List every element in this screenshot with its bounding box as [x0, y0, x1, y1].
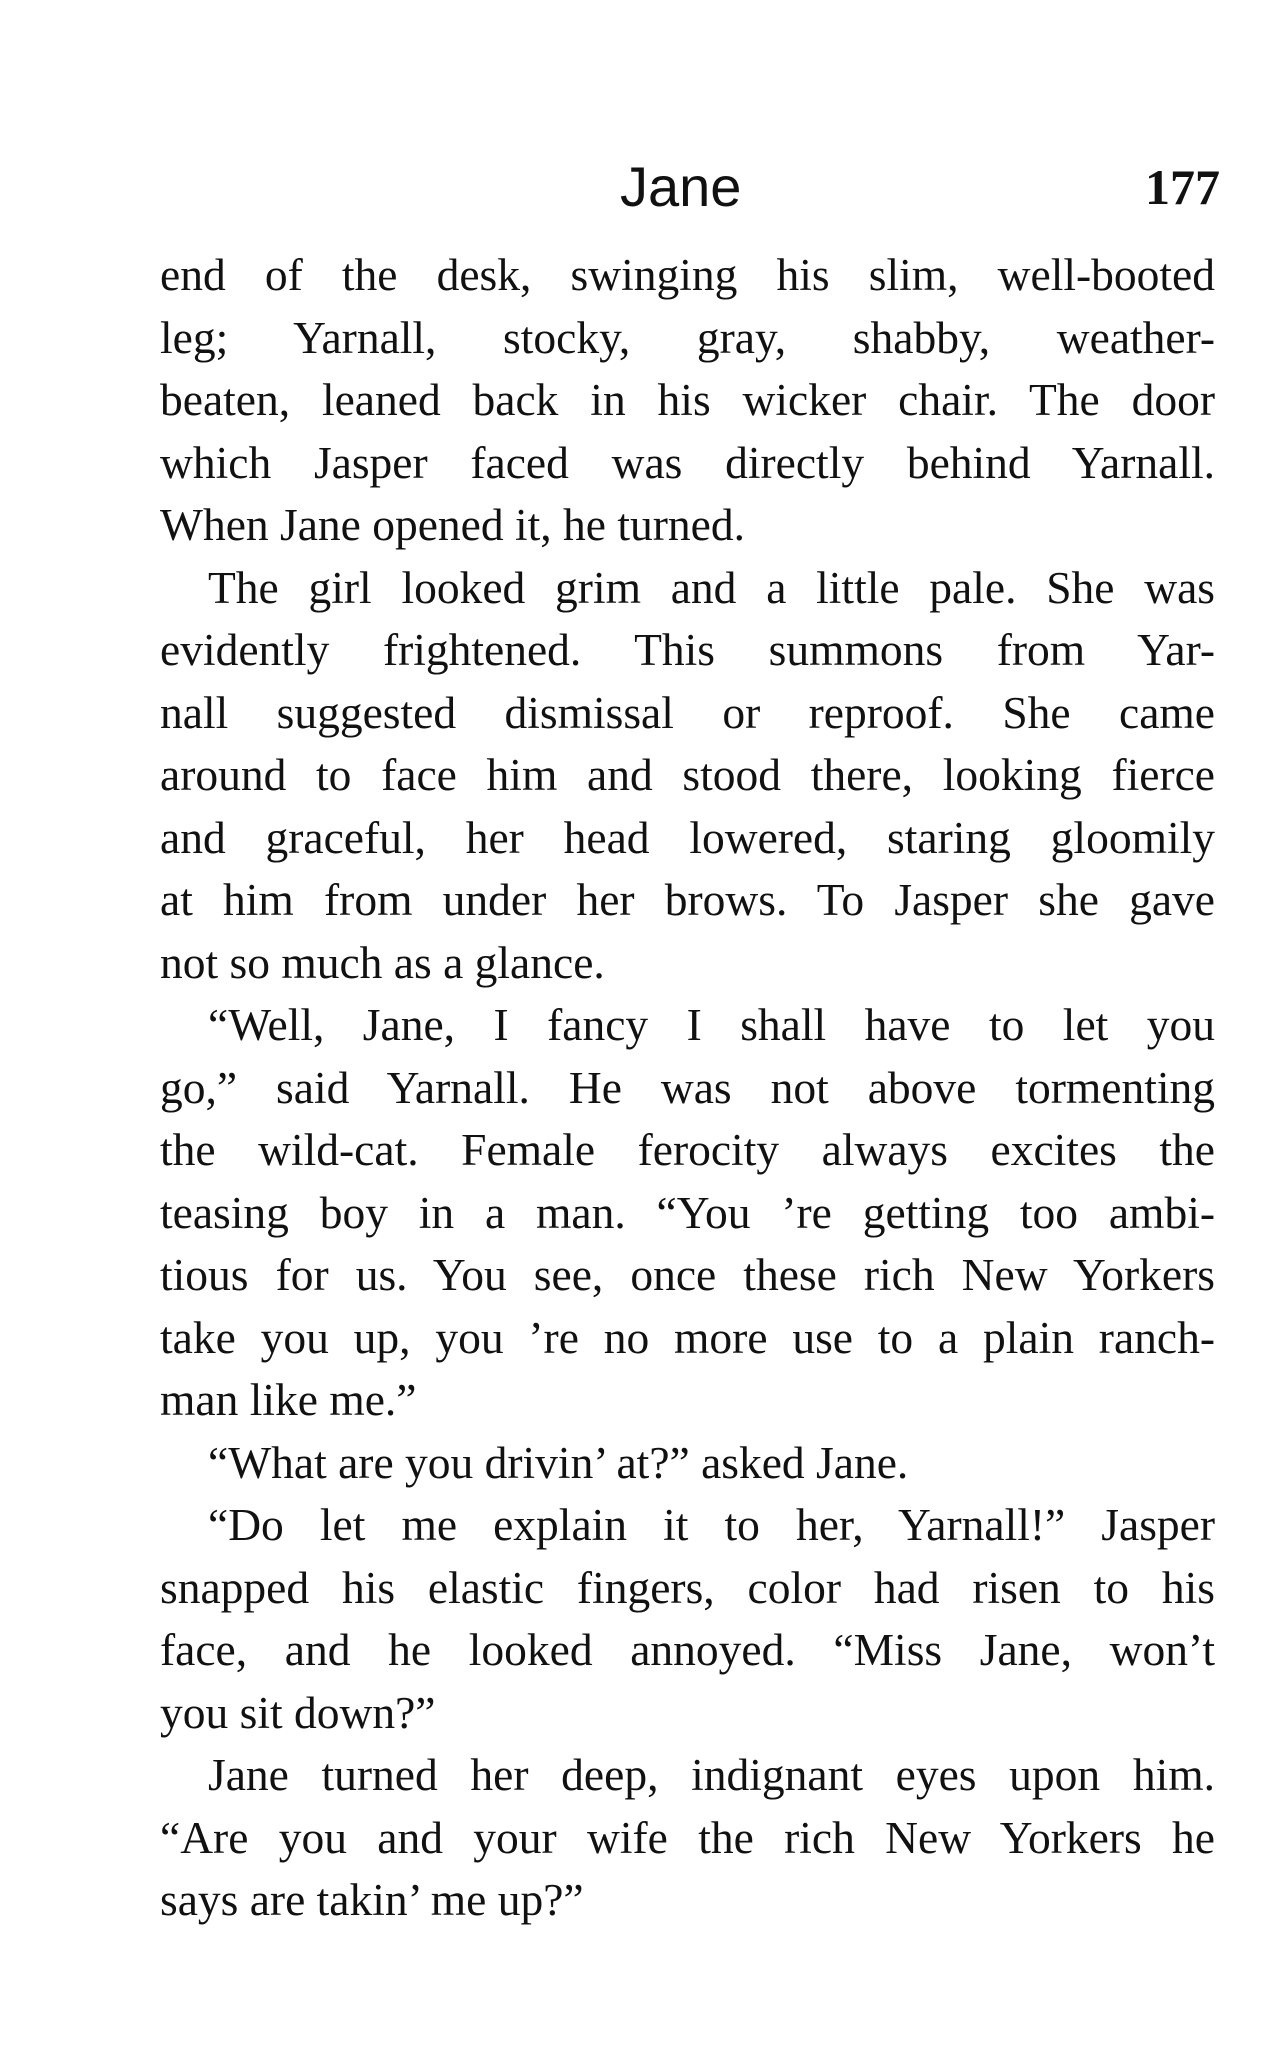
text-line: beaten, leaned back in his wicker chair. The door	[160, 374, 1215, 425]
text-line: end of the desk, swinging his slim, well-booted	[160, 249, 1215, 300]
page-number: 177	[1145, 159, 1220, 215]
text-line: take you up, you ’re no more use to a plain ranch-	[160, 1311, 1215, 1363]
text-line: and graceful, her head lowered, staring gloomily	[160, 811, 1215, 863]
text-line: go,” said Yarnall. He was not above tormenting	[160, 1061, 1215, 1113]
text-line: Jane turned her deep, indignant eyes upon him.	[208, 1749, 1215, 1800]
text-line: “Well, Jane, I fancy I shall have to let you	[208, 999, 1215, 1050]
text-line: snapped his elastic fingers, color had risen to his	[160, 1561, 1215, 1613]
text-line: at him from under her brows. To Jasper she gave	[160, 874, 1215, 925]
text-line: evidently frightened. This summons from Yar-	[160, 624, 1215, 675]
page-header	[160, 150, 1220, 230]
text-line: “Do let me explain it to her, Yarnall!” Jasper	[208, 1499, 1215, 1550]
text-line: man like me.”	[160, 1374, 417, 1425]
text-line: which Jasper faced was directly behind Yarnall.	[160, 436, 1215, 488]
text-line: the wild-cat. Female ferocity always excites the	[160, 1124, 1215, 1175]
text-line: not so much as a glance.	[160, 936, 605, 988]
text-line: you sit down?”	[160, 1686, 436, 1738]
text-line: face, and he looked annoyed. “Miss Jane, won’t	[160, 1624, 1215, 1675]
text-line: teasing boy in a man. “You ’re getting too ambi-	[160, 1186, 1215, 1238]
body-text	[160, 244, 1215, 1932]
running-title: Jane	[620, 155, 742, 218]
text-line: tious for us. You see, once these rich New Yorkers	[160, 1249, 1215, 1300]
text-line: leg; Yarnall, stocky, gray, shabby, weather-	[160, 311, 1215, 363]
text-line: “Are you and your wife the rich New Yorkers he	[160, 1811, 1215, 1863]
text-line: The girl looked grim and a little pale. She was	[208, 561, 1215, 613]
text-line: says are takin’ me up?”	[160, 1874, 584, 1925]
text-line: “What are you drivin’ at?” asked Jane.	[208, 1436, 909, 1488]
text-line: When Jane opened it, he turned.	[160, 499, 745, 550]
text-line: nall suggested dismissal or reproof. She came	[160, 686, 1215, 738]
text-line: around to face him and stood there, looking fierce	[160, 749, 1215, 800]
